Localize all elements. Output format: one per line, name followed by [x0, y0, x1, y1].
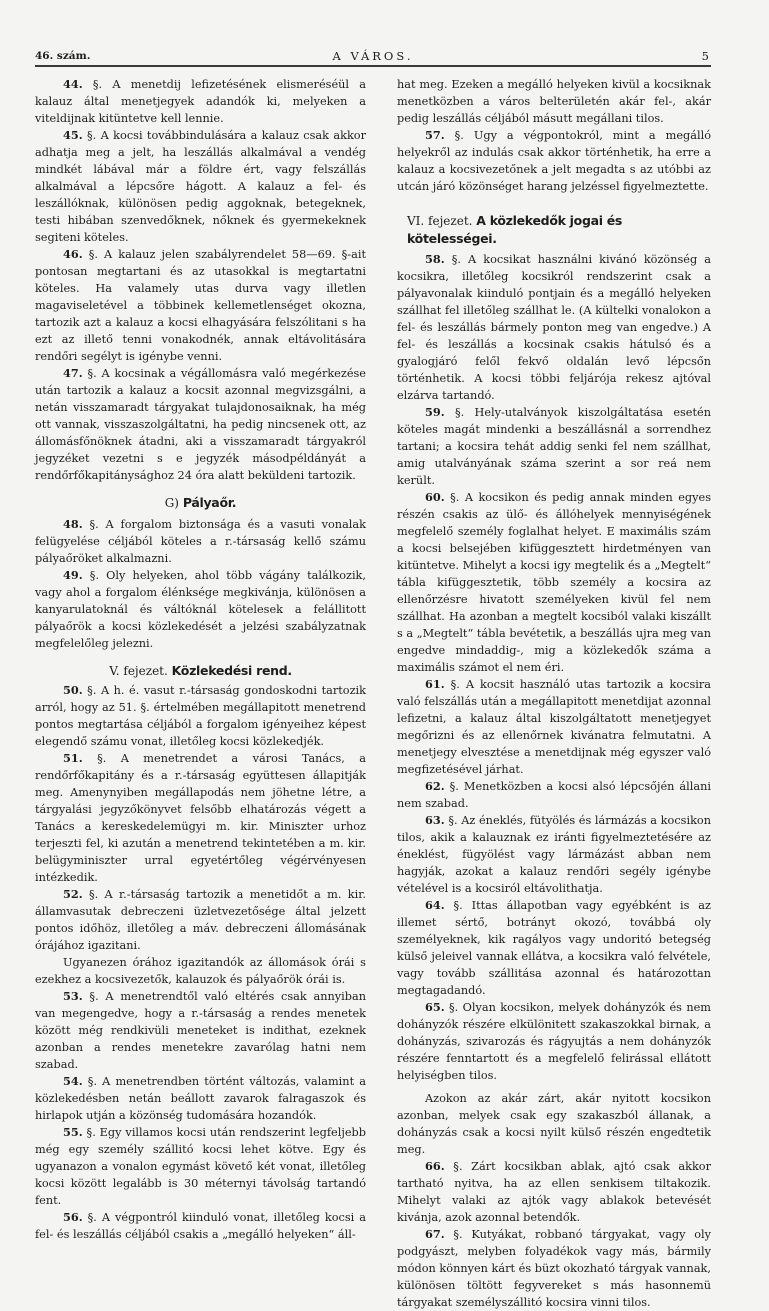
section-57: 57. §. Ugy a végpontokról, mint a megálló helyekről az indulás csak akkor történhetik, ha erre a kalauz a kocsivezetőnek a jelt megadta s az utóbbi az utcán járó közönséget harang jelzéssel figyelmeztette. [397, 128, 711, 193]
section-47: 47. §. A kocsinak a végállomásra való megérkezése után tartozik a kalauz a kocsit azonnal megvizsgálni, a netán visszamaradt tárgyakat tulajdonosaiknak, ha még ott vannak, visszaszolgáltatni, ha pedig nincsenek ott, az állomásfőnöknek átadni, aki a visszamaradt tárgyakról jegyzéket vezetni s e jegyzék másodpéldányát a rendőrfőkapitánysághoz 24 óra alatt beküldeni tartozik. [35, 366, 366, 482]
section-49: 49. §. Oly helyeken, ahol több vágány találkozik, vagy ahol a forgalom élénksége megkivánja, különösen a kanyarulatoknál és váltóknál kötelesek a felállitott pályaőrök a kocsi közlekedését a jelzési szabályzatnak megfelelőleg jelezni. [35, 568, 366, 650]
heading-chapter-v: V. fejezet. Közlekedési rend. [109, 663, 292, 678]
issue-number: 46. szám. [35, 50, 91, 62]
section-66: 66. §. Zárt kocsikban ablak, ajtó csak akkor tartható nyitva, ha az ellen senkisem tiltakozik. Mihelyt valaki az ajtók vagy ablakok betevését kivánja, azok azonnal betendők. [397, 1159, 711, 1224]
section-52-continued: Ugyanezen órához igazitandók az állomások órái s ezekhez a kocsivezetők, kalauzok és pályaőrök órái is. [35, 956, 366, 986]
section-59: 59. §. Hely-utalványok kiszolgáltatása esetén köteles magát mindenki a beszállásnál a sorrendhez tartani; a kocsira tehát addig senki fel nem szállhat, amig utalványának száma szerint a sor reá nem került. [397, 405, 711, 487]
section-62: 62. §. Menetközben a kocsi alsó lépcsőjén állani nem szabad. [397, 779, 711, 810]
section-50: 50. §. A h. é. vasut r.-társaság gondoskodni tartozik arról, hogy az 51. §. értelmében megállapitott menetrend pontos megtartása céljából a forgalom igényeihez képest elegendő számu vonat, illetőleg kocsi közlekedjék. [35, 683, 366, 748]
section-53: 53. §. A menetrendtől való eltérés csak annyiban van megengedve, hogy a r.-társaság a rendes menetek között még rendkivüli meneteket is indithat, ezeknek azonban a rendes menetekre zavarólag hatni nem szabad. [35, 989, 366, 1071]
left-column [35, 76, 366, 1243]
newspaper-page [35, 46, 711, 1309]
heading-palyaor: G) Pályaőr. [164, 495, 237, 510]
section-44: 44. §. A menetdij lefizetésének elismeréséül a kalauz által menetjegyek adandók ki, melyeken a viteldijnak kitüntetve kell lennie. [35, 77, 366, 125]
publication-title: A VÁROS. [332, 49, 414, 63]
section-56: 56. §. A végpontról kiinduló vonat, illetőleg kocsi a fel- és leszállás céljából csakis a „megálló helyeken“ áll- [35, 1210, 366, 1241]
section-52: 52. §. A r.-társaság tartozik a menetidőt a m. kir. államvasutak debreczeni üzletvezetősége által jelzett pontos időhöz, illetőleg a máv. debreczeni állomásának órájához igazitani. [35, 887, 366, 952]
section-67: 67. §. Kutyákat, robbanó tárgyakat, vagy oly podgyászt, melyben folyadékok vagy más, bármily módon könnyen kárt és büzt okozható tárgyak vannak, különösen töltött fegyvereket s más hasonnemü tárgyakat személyszállitó kocsira vinni tilos. [397, 1227, 711, 1309]
heading-chapter-vi: VI. fejezet. A közlekedők jogai és kötelességei. [407, 213, 623, 246]
section-56-continued: hat meg. Ezeken a megálló helyeken kivül a kocsiknak menetközben a város belterületén akár fel-, akár pedig leszállás céljából másutt megállani tilos. [397, 78, 711, 125]
header-rule [35, 65, 711, 67]
section-46: 46. §. A kalauz jelen szabályrendelet 58—69. §-ait pontosan megtartani és az utasokkal is megtartatni köteles. Ha valamely utas durva vagy illetlen magaviseletével a többinek kellemetlenséget okozna, tartozik azt a kalauz a kocsi elhagyására felszólitani s ha ezt az illető tenni vonakodnék, annak eltávolitására rendőri segélyt is igénybe venni. [35, 247, 366, 363]
section-65: 65. §. Olyan kocsikon, melyek dohányzók és nem dohányzók részére elkülönitett szakaszokkal birnak, a dohányzás, szivarozás és rágyujtás a nem dohányzók részére fenntartott és a megfelelő felirással ellátott helyiségben tilos. [397, 1000, 711, 1082]
section-64: 64. §. Ittas állapotban vagy egyébként is az illemet sértő, botrányt okozó, továbbá oly személyeknek, kik ragályos vagy undoritó betegség külső jeleivel vannak ellátva, a kocsikra való felvétele, vagy tovább szállitása azonnal és határozottan megtagadandó. [397, 898, 711, 997]
section-48: 48. §. A forgalom biztonsága és a vasuti vonalak felügyelése céljából köteles a r.-társaság kellő számu pályaőröket alkalmazni. [35, 517, 366, 565]
section-55: 55. §. Egy villamos kocsi után rendszerint legfeljebb még egy személy szállitó kocsi lehet kötve. Egy és ugyanazon a vonalon egymást követő két vonat, illetőleg kocsi között legalább is 30 méternyi távolság tartandó fent. [35, 1125, 366, 1207]
right-column [397, 76, 711, 1311]
section-54: 54. §. A menetrendben történt változás, valamint a közlekedésben netán beállott zavarok falragaszok és hirlapok utján a közönség tudomására hozandók. [35, 1074, 366, 1122]
section-63: 63. §. Az éneklés, fütyölés és lármázás a kocsikon tilos, akik a kalauznak ez iránti figyelmeztetésére az éneklést, fügyölést vagy lármázást abban nem hagyják, azokat a kalauz rendőri segély igénybe vételével is a kocsiról eltávolithatja. [397, 813, 711, 895]
section-58: 58. §. A kocsikat használni kivánó közönség a kocsikra, illetőleg kocsikról rendszerint csak a pályavonalak kiinduló pontjain és a megálló helyeken szállhat fel illetőleg szállhat le. (A kültelki vonalokon a fel- és leszállás bármely ponton meg van engedve.) A fel- és leszállás a kocsinak csakis hátulsó és a gyalogjáró felől fekvő oldalán levő lépcsőn történhetik. A kocsi többi feljárója rekesz ajtóval elzárva tartandó. [397, 252, 711, 402]
page-number: 5 [701, 49, 709, 63]
running-header [35, 46, 711, 64]
section-45: 45. §. A kocsi továbbindulására a kalauz csak akkor adhatja meg a jelt, ha leszállás alkalmával a vendég mindkét lábával már a földre ért, vagy felszállás alkalmával a lépcsőre hágott. A kalauz a fel- és leszállóknak, különösen pedig aggoknak, betegeknek, testi hibában szenvedőknek, nőknek és gyermekeknek segiteni köteles. [35, 128, 366, 244]
section-65-continued: Azokon az akár zárt, akár nyitott kocsikon azonban, melyek csak egy szakaszból állanak, a dohányzás csak a kocsi nyilt külső részén engedtetik meg. [397, 1092, 711, 1156]
section-51: 51. §. A menetrendet a városi Tanács, a rendőrfőkapitány és a r.-társaság együttesen állapitják meg. Amenynyiben megállapodás nem jöhetne létre, a tárgyalási jegyzőkönyvet felsőbb elhatározás végett a Tanács a kereskedelemügyi m. kir. Miniszter urhoz terjeszti fel, ki azután a menetrend tekintetében a m. kir. belügyminiszter urral egyetértőleg végérvényesen intézkedik. [35, 751, 366, 884]
section-60: 60. §. A kocsikon és pedig annak minden egyes részén csakis az ülő- és állóhelyek mennyiségének megfelelő személy foglalhat helyet. E maximális szám a kocsi belsejében kifüggesztett hirdetményen van kitüntetve. Mihelyt a kocsi igy megtelik és a „Megtelt“ tábla kifüggesztetik, több személy a kocsira az ellenőrzésre hivatott személyeken kivül fel nem szállhat. Ha azonban a megtelt kocsiból valaki kiszállt s a „Megtelt“ tábla bevétetik, a beszállás ujra meg van engedve mindaddig-, mig a közlekedők száma a maximális számot el nem éri. [397, 490, 711, 674]
section-61: 61. §. A kocsit használó utas tartozik a kocsira való felszállás után a megállapitott menetdijat azonnal lefizetni, a kalauz által kiszolgáltatott menetjegyet megőrizni és az ellenőrnek kivánatra felmutatni. A menetjegy elvesztése a menetdijnak még egyszer való megfizetésével járhat. [397, 677, 711, 776]
